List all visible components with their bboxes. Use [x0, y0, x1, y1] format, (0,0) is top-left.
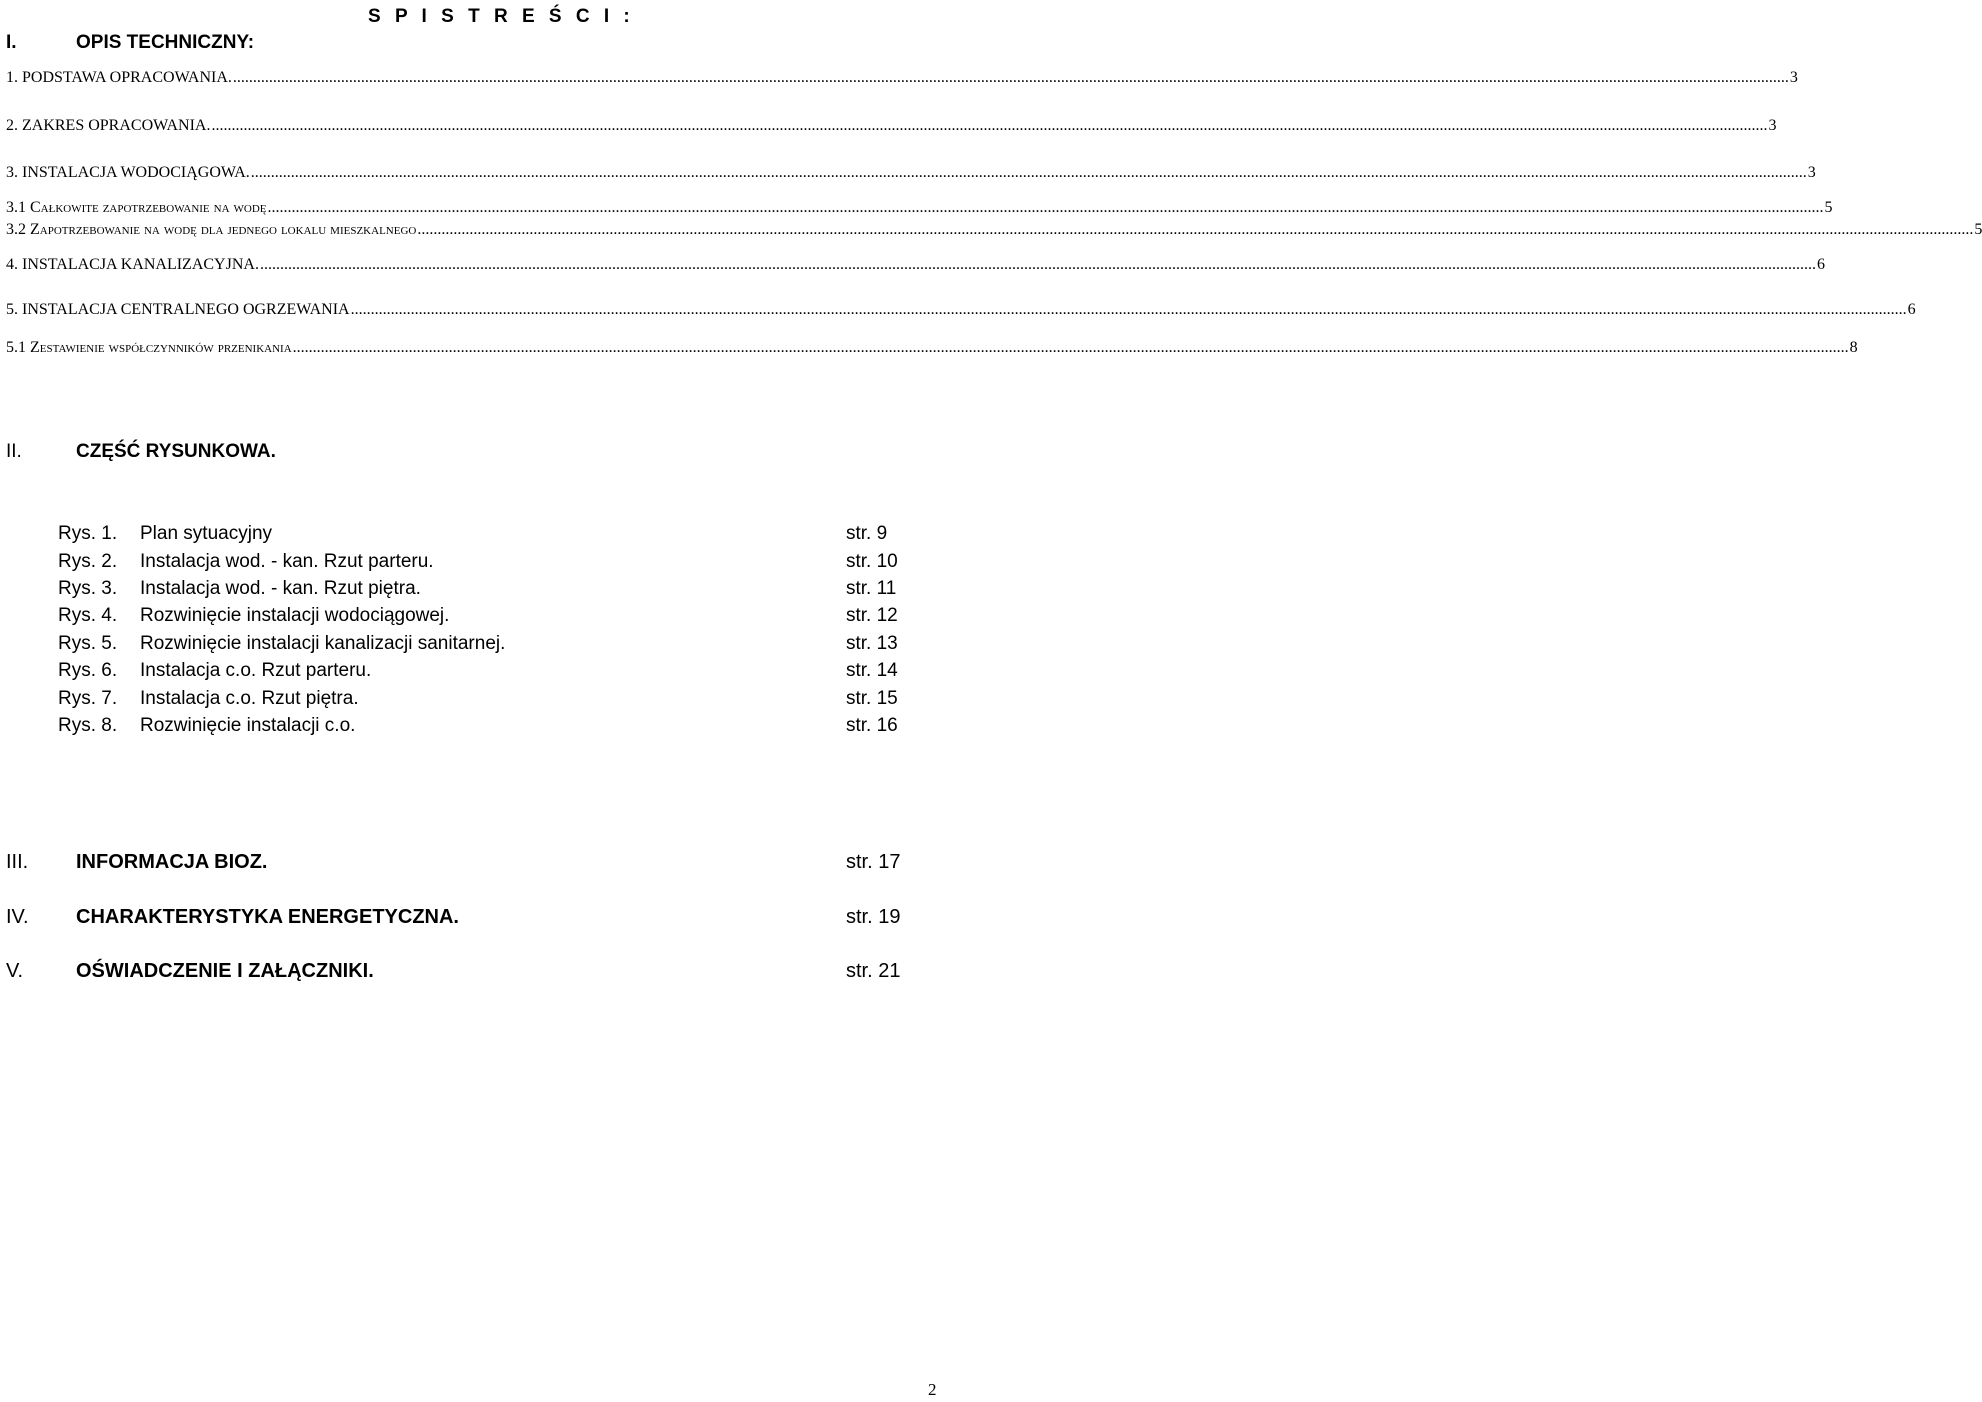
figure-row[interactable]	[58, 660, 918, 686]
toc-entry[interactable]	[6, 117, 1777, 135]
section-number-2: II.	[6, 441, 22, 462]
figure-title: Instalacja c.o. Rzut piętra.	[140, 688, 359, 709]
figure-number: Rys. 7.	[58, 688, 118, 709]
leader-dots	[251, 164, 1807, 182]
section-title: INFORMACJA BIOZ.	[76, 851, 268, 873]
section-title: CHARAKTERYSTYKA ENERGETYCZNA.	[76, 906, 459, 928]
figure-row[interactable]	[58, 605, 918, 631]
toc-entry-page: 3	[1807, 164, 1816, 181]
section-number: III.	[6, 851, 29, 873]
section-row-3[interactable]	[6, 851, 916, 881]
toc-title: S P I S T R E Ś C I :	[368, 6, 635, 27]
section-title: OŚWIADCZENIE I ZAŁĄCZNIKI.	[76, 960, 374, 982]
figure-row[interactable]	[58, 688, 918, 714]
section-number: IV.	[6, 906, 29, 928]
leader-dots	[260, 256, 1816, 274]
toc-entry-page: 5	[1974, 221, 1982, 238]
figure-title: Instalacja c.o. Rzut parteru.	[140, 660, 372, 681]
section-title-2: CZĘŚĆ RYSUNKOWA.	[76, 441, 276, 462]
section-row-5[interactable]	[6, 960, 916, 990]
leader-dots	[417, 221, 1973, 239]
figure-row[interactable]	[58, 715, 918, 741]
toc-entry-page: 6	[1816, 256, 1825, 273]
figure-number: Rys. 4.	[58, 605, 118, 626]
figure-page: str. 16	[846, 715, 898, 736]
figure-number: Rys. 8.	[58, 715, 118, 736]
figure-page: str. 15	[846, 688, 898, 709]
figure-page: str. 11	[846, 578, 897, 599]
leader-dots	[268, 199, 1824, 217]
toc-entry[interactable]	[6, 199, 1833, 217]
toc-entry-page: 8	[1849, 339, 1858, 356]
toc-entry[interactable]	[6, 301, 1916, 319]
toc-entry[interactable]	[6, 164, 1816, 182]
toc-entry-page: 5	[1824, 199, 1833, 216]
section-page: str. 21	[846, 960, 901, 982]
section-title-1: OPIS TECHNICZNY:	[76, 32, 255, 53]
figure-page: str. 12	[846, 605, 898, 626]
section-number-1: I.	[6, 32, 17, 53]
figure-page: str. 13	[846, 633, 898, 654]
toc-entry-label: 2. ZAKRES OPRACOWANIA.	[6, 117, 211, 134]
figure-number: Rys. 1.	[58, 523, 118, 544]
toc-entry-label: 1. PODSTAWA OPRACOWANIA.	[6, 69, 232, 86]
toc-entry-page: 6	[1907, 301, 1916, 318]
toc-entry-label: 4. INSTALACJA KANALIZACYJNA.	[6, 256, 259, 273]
figure-title: Instalacja wod. - kan. Rzut piętra.	[140, 578, 421, 599]
figure-number: Rys. 6.	[58, 660, 118, 681]
section-row-4[interactable]	[6, 906, 916, 936]
toc-entry-label: 3. INSTALACJA WODOCIĄGOWA.	[6, 164, 250, 181]
figure-page: str. 9	[846, 523, 888, 544]
toc-entry-label: 3.1 Całkowite zapotrzebowanie na wodę	[6, 199, 267, 216]
figure-row[interactable]	[58, 633, 918, 659]
figure-number: Rys. 2.	[58, 551, 118, 572]
section-number: V.	[6, 960, 24, 982]
figure-row[interactable]	[58, 523, 918, 549]
figure-title: Rozwinięcie instalacji c.o.	[140, 715, 356, 736]
toc-entry-page: 3	[1789, 69, 1798, 86]
figure-page: str. 10	[846, 551, 898, 572]
figure-title: Rozwinięcie instalacji kanalizacji sanitarnej.	[140, 633, 506, 654]
figure-number: Rys. 5.	[58, 633, 118, 654]
toc-entry-label: 5. INSTALACJA CENTRALNEGO OGRZEWANIA	[6, 301, 350, 318]
figure-page: str. 14	[846, 660, 898, 681]
toc-entry-label: 5.1 Zestawienie współczynników przenikania	[6, 339, 292, 356]
figure-title: Instalacja wod. - kan. Rzut parteru.	[140, 551, 434, 572]
leader-dots	[293, 339, 1849, 357]
toc-entry[interactable]	[6, 221, 1982, 239]
toc-entry[interactable]	[6, 256, 1825, 274]
figure-title: Rozwinięcie instalacji wodociągowej.	[140, 605, 450, 626]
toc-entry[interactable]	[6, 339, 1858, 357]
figure-row[interactable]	[58, 578, 918, 604]
toc-entry[interactable]	[6, 69, 1798, 87]
leader-dots	[233, 69, 1789, 87]
figure-row[interactable]	[58, 551, 918, 577]
section-page: str. 19	[846, 906, 901, 928]
toc-entry-page: 3	[1768, 117, 1777, 134]
leader-dots	[211, 117, 1767, 135]
page-number: 2	[928, 1380, 937, 1399]
leader-dots	[351, 301, 1907, 319]
figure-number: Rys. 3.	[58, 578, 118, 599]
section-page: str. 17	[846, 851, 901, 873]
figure-title: Plan sytuacyjny	[140, 523, 273, 544]
toc-entry-label: 3.2 Zapotrzebowanie na wodę dla jednego lokalu mieszkalnego	[6, 221, 417, 238]
